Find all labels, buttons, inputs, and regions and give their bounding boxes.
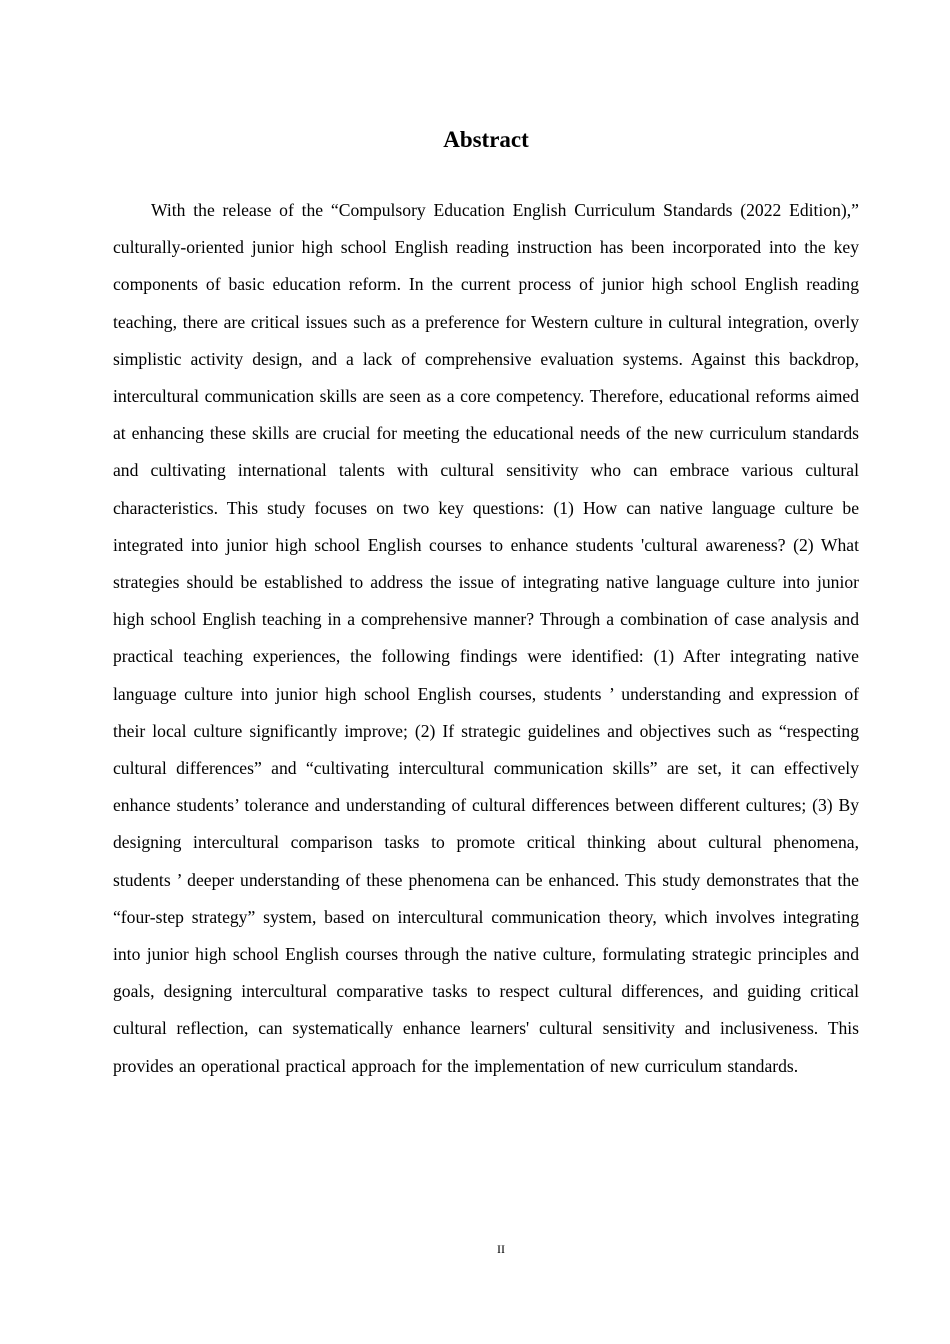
abstract-title: Abstract	[443, 127, 529, 152]
page-number: II	[497, 1242, 505, 1256]
abstract-paragraph: With the release of the “Compulsory Education English Curriculum Standards (2022 Edition),” culturally-oriented junior high school English reading instruction has been incorporated into the key components of basic education reform. In the current process of junior high school English reading teaching, there are critical issues such as a preference for Western culture in cultural integration, overly simplistic activity design, and a lack of comprehensive evaluation systems. Against this backdrop, intercultural communication skills are seen as a core competency. Therefore, educational reforms aimed at enhancing these skills are crucial for meeting the educational needs of the new curriculum standards and cultivating international talents with cultural sensitivity who can embrace various cultural characteristics. This study focuses on two key questions: (1) How can native language culture be integrated into junior high school English courses to enhance students 'cultural awareness? (2) What strategies should be established to address the issue of integrating native language culture into junior high school English teaching in a comprehensive manner? Through a combination of case analysis and practical teaching experiences, the following findings were identified: (1) After integrating native language culture into junior high school English courses, students ’ understanding and expression of their local culture significantly improve; (2) If strategic guidelines and objectives such as “respecting cultural differences” and “cultivating intercultural communication skills” are set, it can effectively enhance students’ tolerance and understanding of cultural differences between different cultures; (3) By designing intercultural comparison tasks to promote critical thinking about cultural phenomena, students ’ deeper understanding of these phenomena can be enhanced. This study demonstrates that the “four-step strategy” system, based on intercultural communication theory, which involves integrating into junior high school English courses through the native culture, formulating strategic principles and goals, designing intercultural comparative tasks to respect cultural differences, and guiding critical cultural reflection, can systematically enhance learners' cultural sensitivity and inclusiveness. This provides an operational practical approach for the implementation of new curriculum standards.	[113, 200, 859, 1076]
